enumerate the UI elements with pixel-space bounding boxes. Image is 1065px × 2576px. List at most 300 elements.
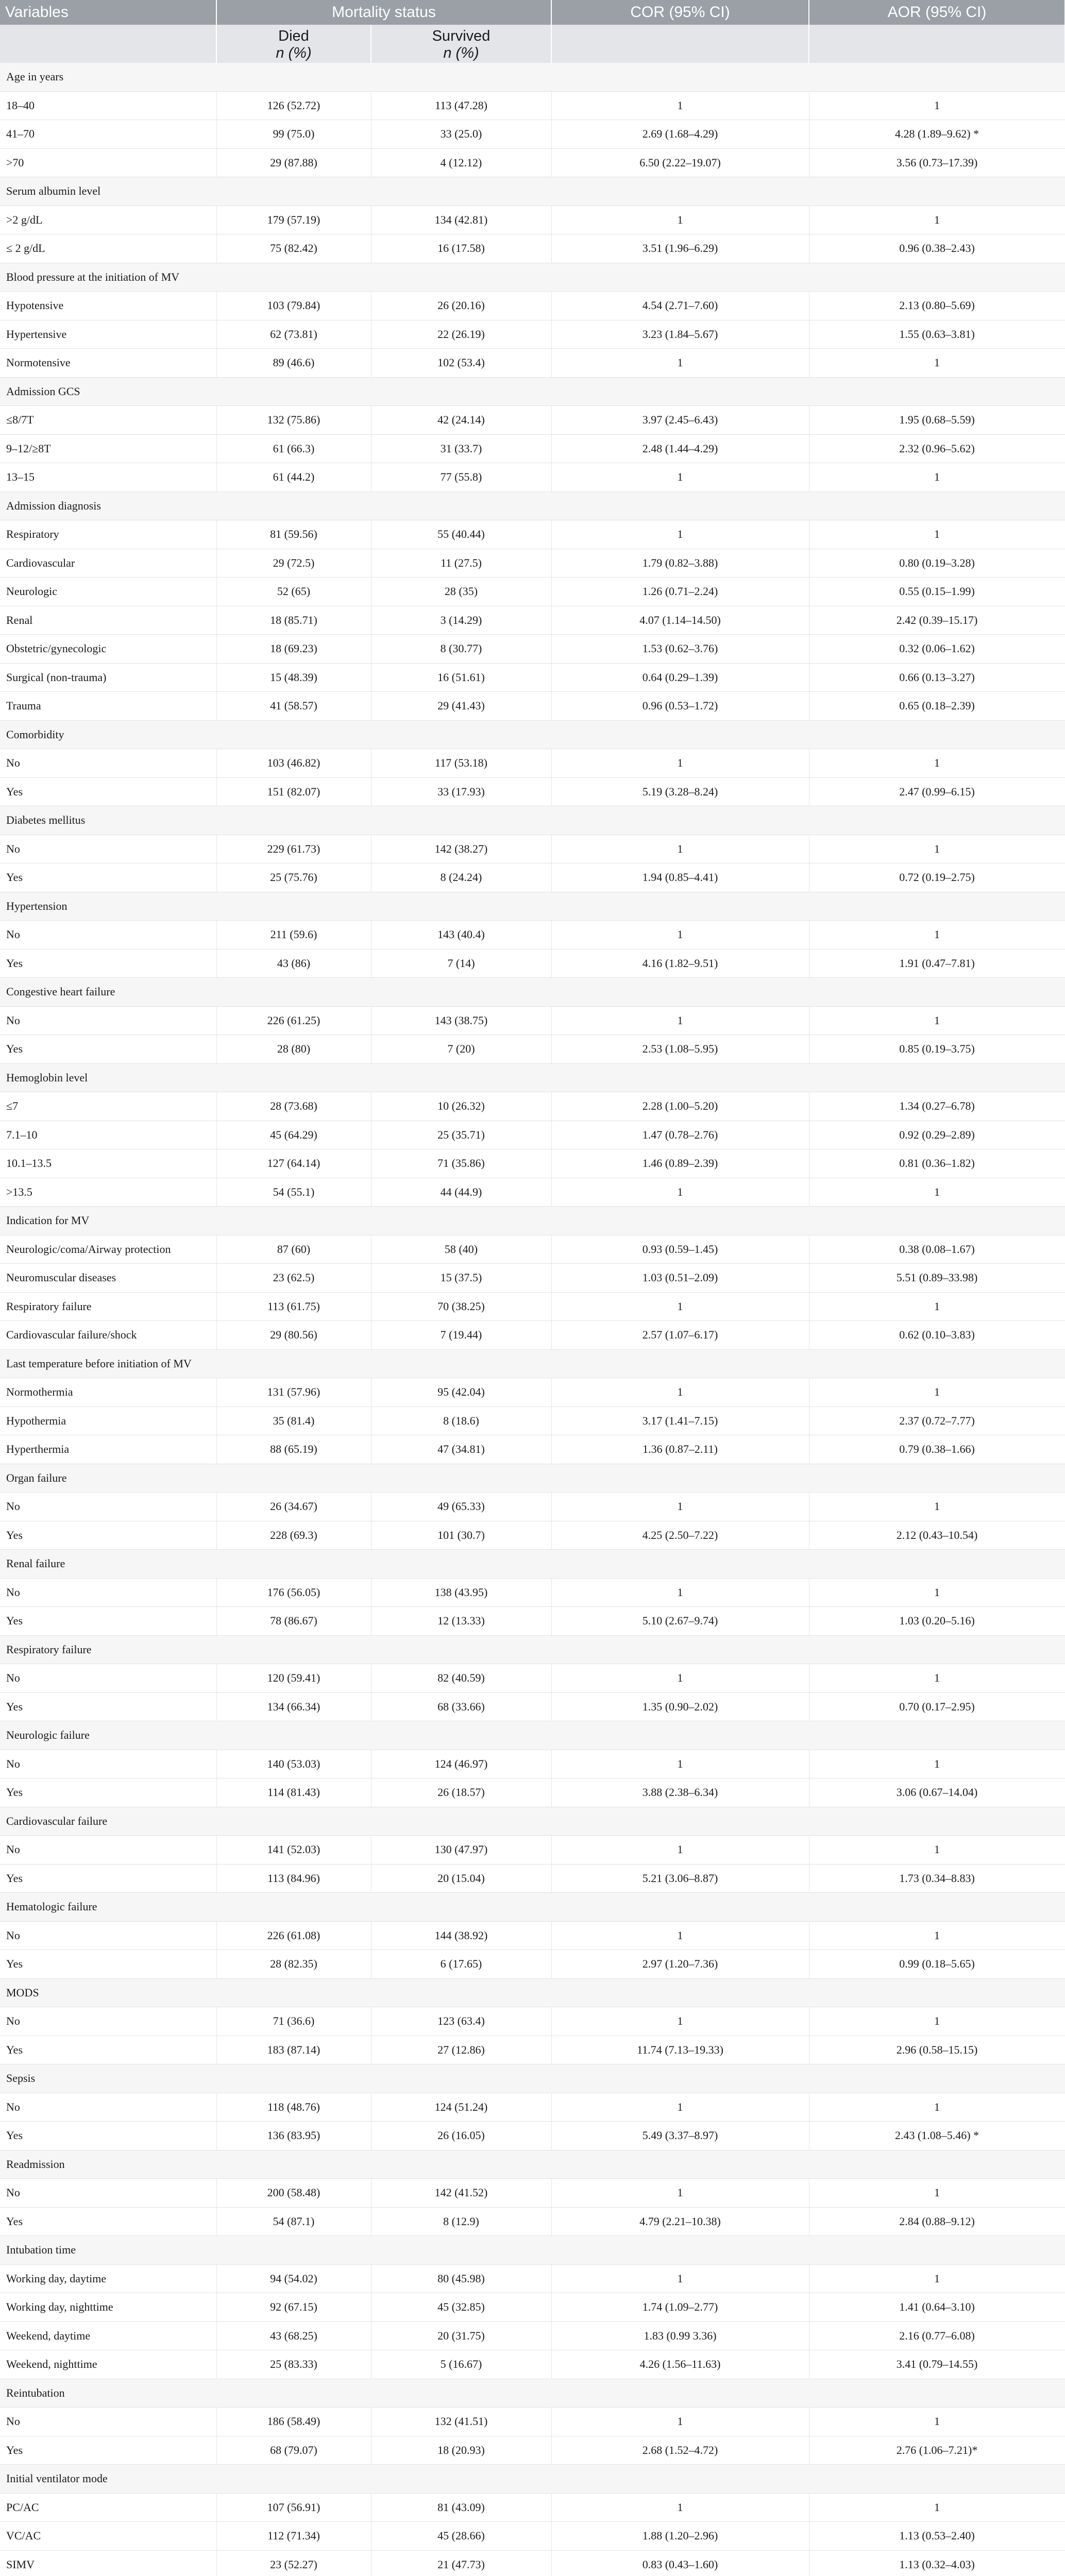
- survived-cell: 16 (51.61): [371, 663, 551, 692]
- cor-cell: 1.94 (0.85–4.41): [551, 863, 809, 892]
- cor-cell: 3.17 (1.41–7.15): [551, 1406, 809, 1435]
- survived-cell: 27 (12.86): [371, 2036, 551, 2064]
- header-row-sub: [0, 25, 1065, 63]
- cor-cell: 1: [551, 463, 809, 492]
- section-label: Readmission: [0, 2150, 1065, 2179]
- table-row: [0, 1493, 1065, 1521]
- cor-cell: 5.21 (3.06–8.87): [551, 1864, 809, 1893]
- died-cell: 113 (84.96): [216, 1864, 371, 1893]
- section-header-row: [0, 1063, 1065, 1092]
- cor-cell: 1: [551, 1921, 809, 1950]
- aor-cell: 0.92 (0.29–2.89): [809, 1121, 1065, 1149]
- table-row: [0, 1264, 1065, 1293]
- died-cell: 43 (68.25): [216, 2321, 371, 2350]
- cor-cell: 2.68 (1.52–4.72): [551, 2436, 809, 2465]
- died-cell: 99 (75.0): [216, 120, 371, 149]
- aor-cell: 2.32 (0.96–5.62): [809, 434, 1065, 463]
- row-label: Yes: [0, 1607, 216, 1636]
- aor-cell: 1: [809, 749, 1065, 778]
- table-row: [0, 2321, 1065, 2350]
- header-variables: Variables: [0, 0, 216, 25]
- table-row: [0, 1664, 1065, 1693]
- header-sub-blank: [0, 25, 216, 63]
- row-label: No: [0, 2408, 216, 2436]
- cor-cell: 4.16 (1.82–9.51): [551, 949, 809, 978]
- row-label: Cardiovascular failure/shock: [0, 1321, 216, 1350]
- survived-cell: 55 (40.44): [371, 520, 551, 549]
- row-label: No: [0, 835, 216, 863]
- cor-cell: 4.07 (1.14–14.50): [551, 606, 809, 635]
- aor-cell: 2.43 (1.08–5.46) *: [809, 2122, 1065, 2150]
- table-row: [0, 2350, 1065, 2379]
- row-label: Yes: [0, 1778, 216, 1807]
- aor-cell: 0.79 (0.38–1.66): [809, 1435, 1065, 1464]
- cor-cell: 2.48 (1.44–4.29): [551, 434, 809, 463]
- cor-cell: 1: [551, 349, 809, 378]
- died-cell: 132 (75.86): [216, 406, 371, 435]
- section-header-row: [0, 1207, 1065, 1235]
- aor-cell: 1: [809, 463, 1065, 492]
- table-row: [0, 1750, 1065, 1778]
- section-header-row: [0, 1893, 1065, 1922]
- table-row: [0, 2179, 1065, 2208]
- cor-cell: 1.46 (0.89–2.39): [551, 1149, 809, 1178]
- table-row: [0, 206, 1065, 234]
- aor-cell: 1.73 (0.34–8.83): [809, 1864, 1065, 1893]
- aor-cell: 0.55 (0.15–1.99): [809, 578, 1065, 606]
- table-body: [0, 63, 1065, 2576]
- header-died-label: Died: [278, 28, 309, 44]
- survived-cell: 6 (17.65): [371, 1950, 551, 1979]
- died-cell: 54 (87.1): [216, 2207, 371, 2236]
- survived-cell: 142 (38.27): [371, 835, 551, 863]
- survived-cell: 7 (19.44): [371, 1321, 551, 1350]
- died-cell: 103 (46.82): [216, 749, 371, 778]
- died-cell: 18 (85.71): [216, 606, 371, 635]
- row-label: SIMV: [0, 2550, 216, 2576]
- died-cell: 23 (52.27): [216, 2550, 371, 2576]
- died-cell: 113 (61.75): [216, 1292, 371, 1321]
- row-label: >70: [0, 148, 216, 177]
- aor-cell: 5.51 (0.89–33.98): [809, 1264, 1065, 1293]
- table-row: [0, 2436, 1065, 2465]
- section-header-row: [0, 1721, 1065, 1750]
- aor-cell: 2.96 (0.58–15.15): [809, 2036, 1065, 2064]
- row-label: Hypothermia: [0, 1406, 216, 1435]
- cor-cell: 2.53 (1.08–5.95): [551, 1035, 809, 1064]
- cor-cell: 2.69 (1.68–4.29): [551, 120, 809, 149]
- died-cell: 28 (73.68): [216, 1092, 371, 1121]
- table-row: [0, 320, 1065, 349]
- row-label: Weekend, daytime: [0, 2321, 216, 2350]
- section-label: Respiratory failure: [0, 1635, 1065, 1664]
- table-row: [0, 578, 1065, 606]
- survived-cell: 124 (46.97): [371, 1750, 551, 1778]
- died-cell: 136 (83.95): [216, 2122, 371, 2150]
- row-label: Yes: [0, 1521, 216, 1550]
- died-cell: 226 (61.25): [216, 1006, 371, 1035]
- cor-cell: 5.49 (3.37–8.97): [551, 2122, 809, 2150]
- cor-cell: 6.50 (2.22–19.07): [551, 148, 809, 177]
- survived-cell: 143 (38.75): [371, 1006, 551, 1035]
- section-label: Admission diagnosis: [0, 492, 1065, 520]
- aor-cell: 0.38 (0.08–1.67): [809, 1235, 1065, 1264]
- table-row: [0, 2207, 1065, 2236]
- table-row: [0, 921, 1065, 950]
- cor-cell: 1: [551, 1664, 809, 1693]
- section-label: Hematologic failure: [0, 1893, 1065, 1922]
- died-cell: 179 (57.19): [216, 206, 371, 234]
- survived-cell: 134 (42.81): [371, 206, 551, 234]
- row-label: Obstetric/gynecologic: [0, 635, 216, 664]
- died-cell: 26 (34.67): [216, 1493, 371, 1521]
- table-row: [0, 749, 1065, 778]
- row-label: Yes: [0, 2036, 216, 2064]
- survived-cell: 20 (31.75): [371, 2321, 551, 2350]
- survived-cell: 101 (30.7): [371, 1521, 551, 1550]
- table-row: [0, 1178, 1065, 1207]
- row-label: No: [0, 2007, 216, 2036]
- aor-cell: 1.13 (0.53–2.40): [809, 2522, 1065, 2551]
- table-row: [0, 1121, 1065, 1149]
- section-header-row: [0, 1464, 1065, 1493]
- died-cell: 107 (56.91): [216, 2493, 371, 2522]
- died-cell: 200 (58.48): [216, 2179, 371, 2208]
- survived-cell: 81 (43.09): [371, 2493, 551, 2522]
- row-label: No: [0, 1921, 216, 1950]
- survived-cell: 68 (33.66): [371, 1692, 551, 1721]
- row-label: Normothermia: [0, 1378, 216, 1407]
- survived-cell: 47 (34.81): [371, 1435, 551, 1464]
- table-row: [0, 1092, 1065, 1121]
- aor-cell: 2.16 (0.77–6.08): [809, 2321, 1065, 2350]
- cor-cell: 1: [551, 835, 809, 863]
- row-label: Yes: [0, 1692, 216, 1721]
- survived-cell: 123 (63.4): [371, 2007, 551, 2036]
- section-label: Blood pressure at the initiation of MV: [0, 263, 1065, 292]
- aor-cell: 0.96 (0.38–2.43): [809, 234, 1065, 263]
- cor-cell: 1: [551, 1178, 809, 1207]
- header-died: [216, 25, 371, 63]
- survived-cell: 8 (24.24): [371, 863, 551, 892]
- aor-cell: 1: [809, 2093, 1065, 2122]
- section-label: Renal failure: [0, 1550, 1065, 1579]
- cor-cell: 5.19 (3.28–8.24): [551, 777, 809, 806]
- died-cell: 89 (46.6): [216, 349, 371, 378]
- aor-cell: 0.99 (0.18–5.65): [809, 1950, 1065, 1979]
- survived-cell: 16 (17.58): [371, 234, 551, 263]
- died-cell: 23 (62.5): [216, 1264, 371, 1293]
- row-label: Neurologic/coma/Airway protection: [0, 1235, 216, 1264]
- section-header-row: [0, 806, 1065, 835]
- aor-cell: 2.47 (0.99–6.15): [809, 777, 1065, 806]
- header-cor: COR (95% CI): [551, 0, 809, 25]
- died-cell: 61 (66.3): [216, 434, 371, 463]
- died-cell: 75 (82.42): [216, 234, 371, 263]
- aor-cell: 1.13 (0.32–4.03): [809, 2550, 1065, 2576]
- row-label: No: [0, 1836, 216, 1865]
- table-row: [0, 91, 1065, 120]
- table-row: [0, 663, 1065, 692]
- cor-cell: 4.25 (2.50–7.22): [551, 1521, 809, 1550]
- died-cell: 103 (79.84): [216, 292, 371, 320]
- aor-cell: 1: [809, 2179, 1065, 2208]
- section-header-row: [0, 1807, 1065, 1836]
- survived-cell: 132 (41.51): [371, 2408, 551, 2436]
- row-label: >13.5: [0, 1178, 216, 1207]
- aor-cell: 0.85 (0.19–3.75): [809, 1035, 1065, 1064]
- aor-cell: 1.95 (0.68–5.59): [809, 406, 1065, 435]
- cor-cell: 1: [551, 1292, 809, 1321]
- table-row: [0, 606, 1065, 635]
- aor-cell: 1: [809, 1836, 1065, 1865]
- cor-cell: 1: [551, 520, 809, 549]
- survived-cell: 26 (16.05): [371, 2122, 551, 2150]
- table-row: [0, 1149, 1065, 1178]
- section-header-row: [0, 263, 1065, 292]
- row-label: Weekend, nighttime: [0, 2350, 216, 2379]
- survived-cell: 138 (43.95): [371, 1578, 551, 1607]
- header-row-main: [0, 0, 1065, 25]
- cor-cell: 2.97 (1.20–7.36): [551, 1950, 809, 1979]
- section-label: Age in years: [0, 63, 1065, 91]
- aor-cell: 1: [809, 1750, 1065, 1778]
- aor-cell: 0.65 (0.18–2.39): [809, 692, 1065, 721]
- section-label: Organ failure: [0, 1464, 1065, 1493]
- cor-cell: 1: [551, 1750, 809, 1778]
- row-label: No: [0, 2179, 216, 2208]
- aor-cell: 3.56 (0.73–17.39): [809, 148, 1065, 177]
- cor-cell: 1: [551, 2179, 809, 2208]
- cor-cell: 2.57 (1.07–6.17): [551, 1321, 809, 1350]
- cor-cell: 4.54 (2.71–7.60): [551, 292, 809, 320]
- table-row: [0, 1406, 1065, 1435]
- aor-cell: 3.06 (0.67–14.04): [809, 1778, 1065, 1807]
- died-cell: 15 (48.39): [216, 663, 371, 692]
- died-cell: 140 (53.03): [216, 1750, 371, 1778]
- table-row: [0, 1950, 1065, 1979]
- survived-cell: 26 (20.16): [371, 292, 551, 320]
- cor-cell: 1: [551, 2493, 809, 2522]
- table-row: [0, 1836, 1065, 1865]
- died-cell: 43 (86): [216, 949, 371, 978]
- aor-cell: 1: [809, 91, 1065, 120]
- aor-cell: 1: [809, 2493, 1065, 2522]
- table-row: [0, 2408, 1065, 2436]
- survived-cell: 71 (35.86): [371, 1149, 551, 1178]
- died-cell: 127 (64.14): [216, 1149, 371, 1178]
- table-row: [0, 835, 1065, 863]
- aor-cell: 1: [809, 1178, 1065, 1207]
- section-label: Hypertension: [0, 892, 1065, 921]
- row-label: No: [0, 1750, 216, 1778]
- cor-cell: 11.74 (7.13–19.33): [551, 2036, 809, 2064]
- survived-cell: 58 (40): [371, 1235, 551, 1264]
- table-row: [0, 949, 1065, 978]
- died-cell: 126 (52.72): [216, 91, 371, 120]
- died-cell: 61 (44.2): [216, 463, 371, 492]
- table-row: [0, 2522, 1065, 2551]
- died-cell: 211 (59.6): [216, 921, 371, 950]
- table-row: [0, 1321, 1065, 1350]
- aor-cell: 1.03 (0.20–5.16): [809, 1607, 1065, 1636]
- cor-cell: 1.79 (0.82–3.88): [551, 549, 809, 578]
- aor-cell: 1: [809, 921, 1065, 950]
- table-row: [0, 120, 1065, 149]
- aor-cell: 2.76 (1.06–7.21)*: [809, 2436, 1065, 2465]
- row-label: Hypotensive: [0, 292, 216, 320]
- aor-cell: 1.41 (0.64–3.10): [809, 2293, 1065, 2322]
- survived-cell: 42 (24.14): [371, 406, 551, 435]
- aor-cell: 1: [809, 835, 1065, 863]
- aor-cell: 1: [809, 520, 1065, 549]
- died-cell: 52 (65): [216, 578, 371, 606]
- cor-cell: 0.64 (0.29–1.39): [551, 663, 809, 692]
- table-row: [0, 635, 1065, 664]
- table-row: [0, 863, 1065, 892]
- survived-cell: 21 (47.73): [371, 2550, 551, 2576]
- section-header-row: [0, 1349, 1065, 1378]
- table-row: [0, 1435, 1065, 1464]
- cor-cell: 1: [551, 206, 809, 234]
- survived-cell: 5 (16.67): [371, 2350, 551, 2379]
- table-row: [0, 549, 1065, 578]
- died-cell: 118 (48.76): [216, 2093, 371, 2122]
- row-label: No: [0, 1493, 216, 1521]
- survived-cell: 7 (14): [371, 949, 551, 978]
- died-cell: 176 (56.05): [216, 1578, 371, 1607]
- survived-cell: 113 (47.28): [371, 91, 551, 120]
- row-label: Renal: [0, 606, 216, 635]
- row-label: PC/AC: [0, 2493, 216, 2522]
- row-label: 10.1–13.5: [0, 1149, 216, 1178]
- table-row: [0, 234, 1065, 263]
- died-cell: 28 (80): [216, 1035, 371, 1064]
- aor-cell: 1: [809, 1006, 1065, 1035]
- aor-cell: 1: [809, 2264, 1065, 2293]
- survived-cell: 45 (28.66): [371, 2522, 551, 2551]
- cor-cell: 1.47 (0.78–2.76): [551, 1121, 809, 1149]
- died-cell: 18 (69.23): [216, 635, 371, 664]
- aor-cell: 4.28 (1.89–9.62) *: [809, 120, 1065, 149]
- cor-cell: 1.74 (1.09–2.77): [551, 2293, 809, 2322]
- header-died-unit: n (%): [276, 45, 312, 61]
- aor-cell: 1: [809, 2408, 1065, 2436]
- table-row: [0, 1292, 1065, 1321]
- row-label: Yes: [0, 2207, 216, 2236]
- survived-cell: 25 (35.71): [371, 1121, 551, 1149]
- section-header-row: [0, 177, 1065, 206]
- survived-cell: 80 (45.98): [371, 2264, 551, 2293]
- row-label: 9–12/≥8T: [0, 434, 216, 463]
- died-cell: 229 (61.73): [216, 835, 371, 863]
- section-label: Reintubation: [0, 2379, 1065, 2408]
- table-row: [0, 463, 1065, 492]
- table-row: [0, 2493, 1065, 2522]
- section-label: Last temperature before initiation of MV: [0, 1349, 1065, 1378]
- died-cell: 228 (69.3): [216, 1521, 371, 1550]
- died-cell: 114 (81.43): [216, 1778, 371, 1807]
- died-cell: 183 (87.14): [216, 2036, 371, 2064]
- cor-cell: 1: [551, 2264, 809, 2293]
- cor-cell: 1.83 (0.99 3.36): [551, 2321, 809, 2350]
- row-label: Hypertensive: [0, 320, 216, 349]
- section-label: Hemoglobin level: [0, 1063, 1065, 1092]
- aor-cell: 0.62 (0.10–3.83): [809, 1321, 1065, 1350]
- survived-cell: 143 (40.4): [371, 921, 551, 950]
- section-header-row: [0, 492, 1065, 520]
- section-label: Cardiovascular failure: [0, 1807, 1065, 1836]
- died-cell: 88 (65.19): [216, 1435, 371, 1464]
- row-label: Neurologic: [0, 578, 216, 606]
- table-row: [0, 2093, 1065, 2122]
- survived-cell: 8 (30.77): [371, 635, 551, 664]
- aor-cell: 1: [809, 1292, 1065, 1321]
- table-row: [0, 1607, 1065, 1636]
- aor-cell: 1: [809, 349, 1065, 378]
- aor-cell: 1: [809, 206, 1065, 234]
- section-header-row: [0, 1635, 1065, 1664]
- survived-cell: 7 (20): [371, 1035, 551, 1064]
- cor-cell: 1: [551, 91, 809, 120]
- survived-cell: 31 (33.7): [371, 434, 551, 463]
- row-label: ≤7: [0, 1092, 216, 1121]
- table-row: [0, 2264, 1065, 2293]
- died-cell: 226 (61.08): [216, 1921, 371, 1950]
- row-label: Surgical (non-trauma): [0, 663, 216, 692]
- section-label: MODS: [0, 1978, 1065, 2007]
- survived-cell: 77 (55.8): [371, 463, 551, 492]
- row-label: Yes: [0, 1035, 216, 1064]
- died-cell: 120 (59.41): [216, 1664, 371, 1693]
- survived-cell: 45 (32.85): [371, 2293, 551, 2322]
- survived-cell: 142 (41.52): [371, 2179, 551, 2208]
- section-header-row: [0, 2379, 1065, 2408]
- cor-cell: 1.35 (0.90–2.02): [551, 1692, 809, 1721]
- row-label: Yes: [0, 1950, 216, 1979]
- row-label: Normotensive: [0, 349, 216, 378]
- section-label: Comorbidity: [0, 720, 1065, 749]
- cor-cell: 1.88 (1.20–2.96): [551, 2522, 809, 2551]
- row-label: Yes: [0, 1864, 216, 1893]
- header-sub-cor-blank: [551, 25, 809, 63]
- section-label: Sepsis: [0, 2064, 1065, 2093]
- died-cell: 134 (66.34): [216, 1692, 371, 1721]
- table-row: [0, 434, 1065, 463]
- row-label: ≤8/7T: [0, 406, 216, 435]
- survived-cell: 22 (26.19): [371, 320, 551, 349]
- survived-cell: 144 (38.92): [371, 1921, 551, 1950]
- survived-cell: 82 (40.59): [371, 1664, 551, 1693]
- header-survived-label: Survived: [432, 28, 491, 44]
- table-row: [0, 2550, 1065, 2576]
- table-row: [0, 1778, 1065, 1807]
- section-header-row: [0, 1550, 1065, 1579]
- row-label: 18–40: [0, 91, 216, 120]
- row-label: Yes: [0, 2436, 216, 2465]
- aor-cell: 0.66 (0.13–3.27): [809, 663, 1065, 692]
- cor-cell: 1.03 (0.51–2.09): [551, 1264, 809, 1293]
- cor-cell: 3.97 (2.45–6.43): [551, 406, 809, 435]
- table-row: [0, 1378, 1065, 1407]
- section-label: Diabetes mellitus: [0, 806, 1065, 835]
- survived-cell: 70 (38.25): [371, 1292, 551, 1321]
- row-label: VC/AC: [0, 2522, 216, 2551]
- died-cell: 29 (72.5): [216, 549, 371, 578]
- section-header-row: [0, 2064, 1065, 2093]
- survived-cell: 102 (53.4): [371, 349, 551, 378]
- row-label: No: [0, 1578, 216, 1607]
